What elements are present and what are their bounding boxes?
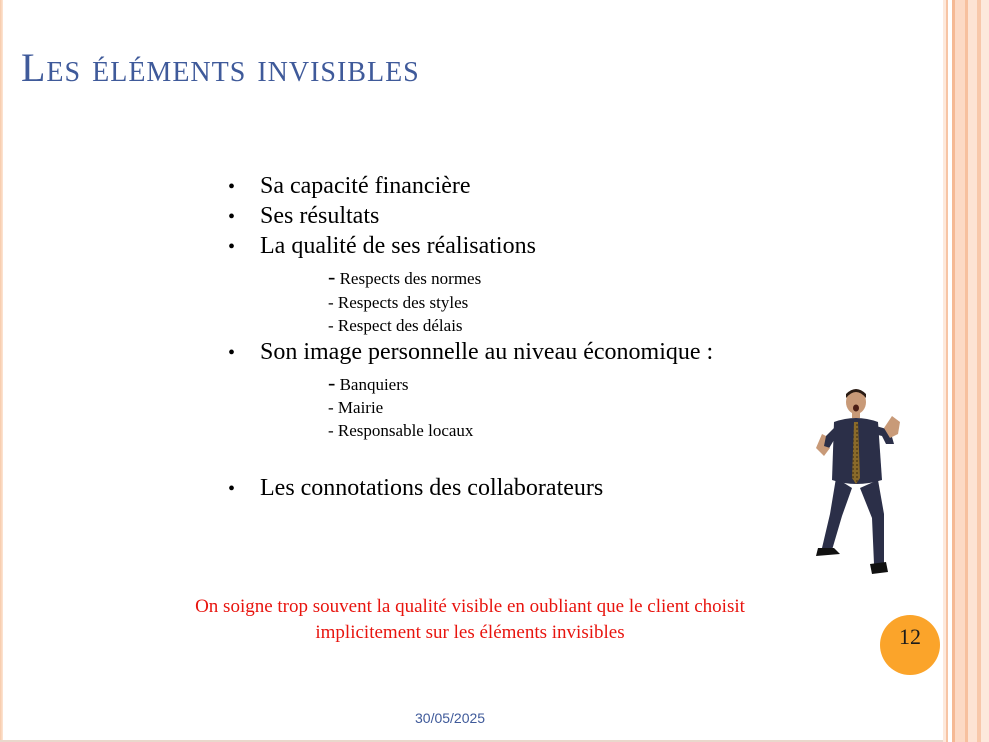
callout-line-1: On soigne trop souvent la qualité visible en oubliant que le client choisit [195, 596, 745, 617]
sub-text: Banquiers [339, 375, 409, 394]
slide-title: Les éléments invisibles [21, 45, 420, 90]
sub-dash: - [328, 370, 336, 395]
bullet-capacite [228, 172, 471, 201]
bullet-text: La qualité de ses réalisations [260, 233, 536, 259]
bullet-text: Son image personnelle au niveau économique : [260, 339, 714, 365]
sub-text: Respects des normes [339, 269, 482, 288]
bullet-text: Les connotations des collaborateurs [260, 475, 604, 501]
bullet-marker: • [228, 342, 236, 364]
bullet-qualite [228, 232, 536, 261]
sub-item-normes [328, 266, 481, 290]
left-border-decoration [0, 0, 3, 742]
bullet-marker: • [228, 176, 236, 198]
bullet-marker: • [228, 206, 236, 228]
sub-item-styles: - Respects des styles [328, 293, 469, 312]
callout-message [90, 594, 850, 646]
sub-item-responsable: - Responsable locaux [328, 421, 474, 440]
sub-item-banquiers [328, 372, 409, 396]
bullet-text: Ses résultats [260, 203, 380, 229]
callout-line-2: implicitement sur les éléments invisibles [315, 622, 625, 643]
page-number: 12 [899, 624, 921, 649]
slide-date: 30/05/2025 [415, 710, 486, 726]
bullet-text: Sa capacité financière [260, 173, 471, 199]
sub-item-mairie: - Mairie [328, 398, 384, 417]
bullet-image [228, 338, 713, 367]
right-stripe-decoration [943, 0, 989, 742]
page-number-badge [880, 615, 940, 675]
sub-item-delais: - Respect des délais [328, 316, 463, 335]
bullet-marker: • [228, 478, 236, 500]
bullet-resultats [228, 202, 379, 231]
bullet-marker: • [228, 236, 236, 258]
sub-dash: - [328, 264, 336, 289]
surprised-businessman-icon [812, 388, 904, 580]
bullet-connotations [228, 474, 603, 503]
